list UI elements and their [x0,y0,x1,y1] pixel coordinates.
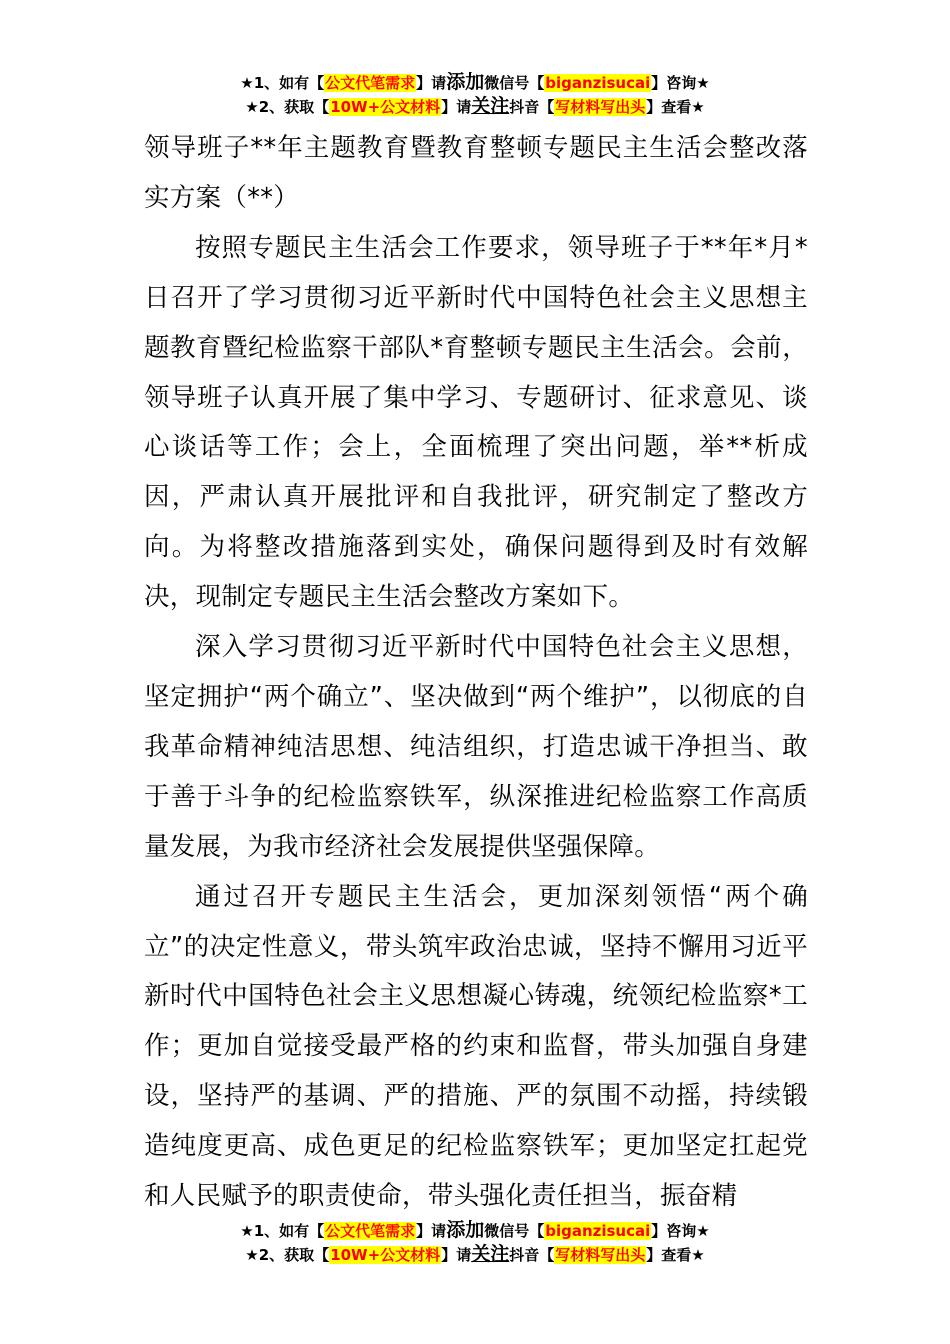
banner-text: 】请 [441,98,472,116]
banner-text: ★2、获取【 [245,98,330,116]
banner-emphasis: 添加 [446,1219,485,1241]
banner-line-1 [0,70,950,94]
banner-line-2 [0,94,950,118]
banner-highlight: 公文代笔需求 [325,74,416,92]
paragraph: 深入学习贯彻习近平新时代中国特色社会主义思想，坚定拥护“两个确立”、坚决做到“两个维护”，以彻底的自我革命精神纯洁思想、纯洁组织，打造忠诚干净担当、敢于善于斗争的纪检监察铁军，纵深推进纪检监察工作高质量发展，为我市经济社会发展提供坚强保障。 [144,632,808,862]
banner-text: 】请 [441,1246,472,1264]
banner-highlight: 写材料写出头 [555,98,646,116]
banner-highlight: biganzisucai [545,74,651,92]
paragraph: 通过召开专题民主生活会，更加深刻领悟“两个确立”的决定性意义，带头筑牢政治忠诚，坚持不懈用习近平新时代中国特色社会主义思想凝心铸魂，统领纪检监察*工作；更加自觉接受最严格的约束和监督，带头加强自身建设，坚持严的基调、严的措施、严的氛围不动摇，持续锻造纯度更高、成色更足的纪检监察铁军；更加坚定扛起党和人民赋予的职责使命，带头强化责任担当，振奋精 [144,881,808,1212]
banner-text: ★2、获取【 [245,1246,330,1264]
banner-line-1 [0,1218,950,1242]
banner-text: 】查看★ [646,1246,705,1264]
document-body [144,124,808,1222]
banner-text: 】查看★ [646,98,705,116]
banner-text: 】请 [416,74,447,92]
banner-text: 抖音【 [509,1246,555,1264]
banner-emphasis: 添加 [446,71,485,93]
banner-text: ★1、如有【 [240,74,325,92]
paragraph: 按照专题民主生活会工作要求，领导班子于**年*月*日召开了学习贯彻习近平新时代中国特色社会主义思想主题教育暨纪检监察干部队*育整顿专题民主生活会。会前，领导班子认真开展了集中学习、专题研讨、征求意见、谈心谈话等工作；会上，全面梳理了突出问题，举**析成因，严肃认真开展批评和自我批评，研究制定了整改方向。为将整改措施落到实处，确保问题得到及时有效解决，现制定专题民主生活会整改方案如下。 [144,232,808,613]
banner-highlight: 10W+公文材料 [330,1246,441,1264]
banner-emphasis: 关注 [471,1243,510,1265]
document-title: 领导班子**年主题教育暨教育整顿专题民主生活会整改落实方案（**） [144,133,808,213]
banner-highlight: 公文代笔需求 [325,1222,416,1240]
banner-line-2 [0,1242,950,1266]
banner-highlight: biganzisucai [545,1222,651,1240]
banner-text: 】咨询★ [651,1222,710,1240]
banner-text: 微信号【 [484,1222,545,1240]
banner-text: ★1、如有【 [240,1222,325,1240]
banner-text: 微信号【 [484,74,545,92]
banner-highlight: 10W+公文材料 [330,98,441,116]
banner-text: 】咨询★ [651,74,710,92]
banner-text: 】请 [416,1222,447,1240]
banner-highlight: 写材料写出头 [555,1246,646,1264]
banner-emphasis: 关注 [471,95,510,117]
bottom-banner [0,1218,950,1266]
banner-text: 抖音【 [509,98,555,116]
top-banner [0,70,950,118]
